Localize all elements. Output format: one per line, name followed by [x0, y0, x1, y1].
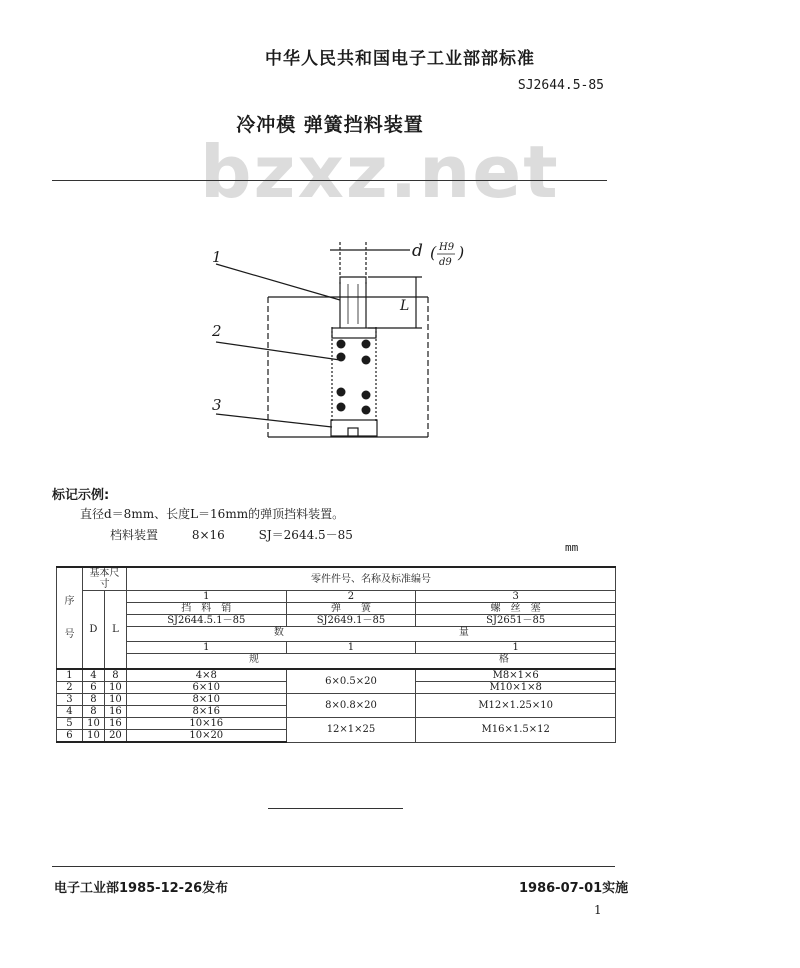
dim-L-label: L [400, 298, 410, 314]
table-row: 5 10 16 10×16 12×1×25 M16×1.5×12 [57, 718, 616, 730]
svg-text:): ) [458, 243, 465, 262]
parts-header: 零件件号、名称及标准编号 [126, 567, 615, 591]
pin-spec: 10×20 [126, 730, 286, 743]
pin-spec: 4×8 [126, 669, 286, 682]
standard-code: SJ2644.5-85 [517, 78, 604, 93]
pin-spec: 8×16 [126, 706, 286, 718]
assembly-drawing [190, 232, 480, 447]
issue-date: 电子工业部1985-12-26发布 [54, 881, 229, 896]
dim-d-label: d [412, 241, 423, 261]
table-row: 2 6 10 6×10 M10×1×8 [57, 682, 616, 694]
label-part-1: 1 [212, 248, 222, 266]
label-part-3: 3 [212, 396, 222, 414]
unit-label: mm [565, 541, 579, 554]
table-row: 4 8 16 8×16 [57, 706, 616, 718]
watermark: bzxz.net [200, 130, 560, 214]
label-part-2: 2 [212, 322, 222, 340]
part-name: 挡 料 销 [126, 603, 286, 615]
quantity-header: 数 量 [126, 627, 615, 642]
col-D-header: D [82, 591, 104, 670]
example-heading: 标记示例: [52, 488, 110, 503]
spec-header: 规 格 [126, 654, 615, 670]
effective-date: 1986-07-01实施 [519, 881, 629, 896]
spring-coil [362, 340, 371, 349]
part-name: 弹 簧 [286, 603, 416, 615]
spring-spec: 12×1×25 [286, 718, 416, 743]
example-description: 直径d＝8mm、长度L＝16mm的弹顶挡料装置。 [80, 507, 345, 521]
pin-spec: 8×10 [126, 694, 286, 706]
marking-size: 8×16 [191, 528, 225, 542]
spring-coil [337, 388, 346, 397]
part-standard: SJ2644.5.1－85 [126, 615, 286, 627]
page-number: 1 [594, 903, 602, 917]
pin-spec: 6×10 [126, 682, 286, 694]
leader-3 [216, 414, 332, 427]
basic-size-header: 基本尺寸 [82, 567, 126, 591]
quantity: 1 [126, 642, 286, 654]
svg-text:(: ( [430, 243, 437, 262]
top-rule [52, 180, 607, 181]
marking-standard: SJ＝2644.5－85 [258, 528, 353, 542]
part-name: 螺 丝 塞 [416, 603, 616, 615]
leader-1 [216, 264, 340, 300]
dim-fit-upper: H9 [439, 242, 455, 253]
pin-spec: 10×16 [126, 718, 286, 730]
part-standard: SJ2649.1－85 [286, 615, 416, 627]
spec-table [56, 566, 616, 743]
quantity: 1 [286, 642, 416, 654]
issuing-organization: 中华人民共和国电子工业部部标准 [265, 49, 535, 69]
seq-header: 序 号 [57, 567, 83, 669]
dim-fit-lower: d9 [439, 257, 452, 268]
document-title: 冷冲模 弹簧挡料装置 [236, 114, 424, 136]
plug-slot [348, 428, 358, 436]
table-row: 6 10 20 10×20 [57, 730, 616, 743]
part-number: 3 [416, 591, 616, 603]
footer-rule [52, 866, 615, 867]
part-standard: SJ2651－85 [416, 615, 616, 627]
spring-coil [337, 340, 346, 349]
end-rule [268, 808, 403, 809]
example-marking [110, 526, 383, 543]
leader-2 [216, 342, 340, 360]
spring-coil [362, 391, 371, 400]
part-number: 2 [286, 591, 416, 603]
quantity: 1 [416, 642, 616, 654]
table-row: 1 4 8 4×8 6×0.5×20 M8×1×6 [57, 669, 616, 682]
plug-spec: M16×1.5×12 [416, 718, 616, 743]
spring-coil [362, 406, 371, 415]
spring-spec: 8×0.8×20 [286, 694, 416, 718]
plug-spec: M10×1×8 [416, 682, 616, 694]
pin-collar [332, 328, 376, 338]
marking-name: 档料装置 [110, 528, 159, 542]
col-L-header: L [104, 591, 126, 670]
spring-spec: 6×0.5×20 [286, 669, 416, 694]
spring-coil [337, 403, 346, 412]
plug-spec: M12×1.25×10 [416, 694, 616, 718]
pin-top [340, 277, 366, 284]
table-row: 3 8 10 8×10 8×0.8×20 M12×1.25×10 [57, 694, 616, 706]
plug-spec: M8×1×6 [416, 669, 616, 682]
spring-coil [337, 353, 346, 362]
spring-coil [362, 356, 371, 365]
part-number: 1 [126, 591, 286, 603]
